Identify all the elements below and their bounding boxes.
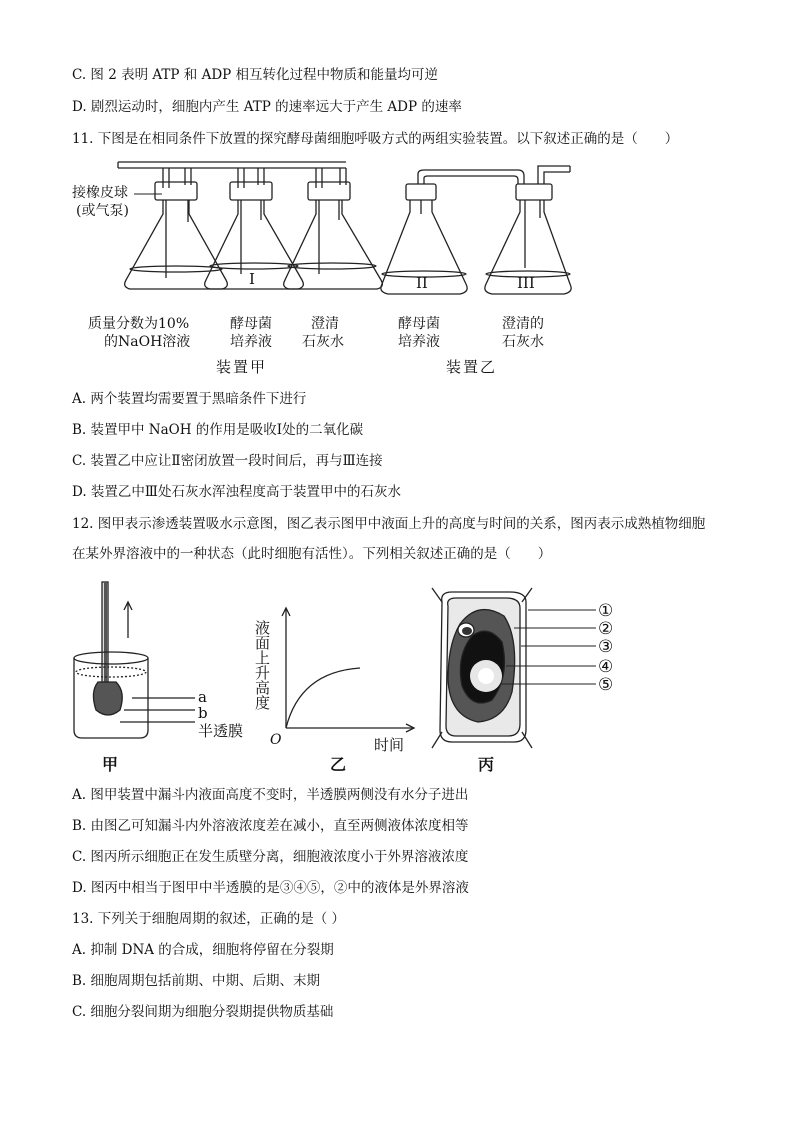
device-yi-label: 装置乙 bbox=[446, 358, 498, 376]
label-yi: 乙 bbox=[330, 755, 347, 774]
naoh-label-2: 的NaOH溶液 bbox=[104, 334, 191, 350]
q11-option-c: C. 装置乙中应让Ⅱ密闭放置一段时间后，再与Ⅲ连接 bbox=[72, 453, 383, 469]
marker-5: ⑤ bbox=[598, 675, 614, 695]
lime-label-2: 石灰水 bbox=[302, 334, 344, 350]
device-jia-label: 装置甲 bbox=[216, 358, 268, 376]
yaxis-label: 液面上升高度 bbox=[253, 620, 271, 710]
q12-stem-line1: 12. 图甲表示渗透装置吸水示意图，图乙表示图甲中液面上升的高度与时间的关系，图丙表示成熟植物细胞 bbox=[72, 516, 706, 532]
lime2-label-1: 澄清的 bbox=[502, 316, 544, 332]
q12-stem-line2: 在某外界溶液中的一种状态（此时细胞有活性）。下列相关叙述正确的是（ ） bbox=[72, 546, 552, 562]
origin-label: O bbox=[270, 732, 282, 748]
pump-label-2: (或气泵) bbox=[76, 203, 129, 219]
label-bing: 丙 bbox=[478, 755, 495, 774]
q11-option-a: A. 两个装置均需要置于黑暗条件下进行 bbox=[72, 391, 307, 407]
q11-apparatus-figure bbox=[70, 152, 590, 382]
label-a: a bbox=[198, 688, 207, 706]
plant-cell bbox=[432, 588, 532, 748]
q10-option-c: C. 图 2 表明 ATP 和 ADP 相互转化过程中物质和能量均可逆 bbox=[72, 67, 439, 83]
q12-figure bbox=[60, 580, 640, 780]
label-b: b bbox=[198, 704, 208, 722]
q13-stem: 13. 下列关于细胞周期的叙述，正确的是（ ） bbox=[72, 911, 346, 927]
tube-jia-main bbox=[118, 162, 346, 168]
q11-option-d: D. 装置乙中Ⅲ处石灰水浑浊程度高于装置甲中的石灰水 bbox=[72, 484, 401, 500]
flask-naoh bbox=[125, 182, 228, 289]
roman-3: III bbox=[517, 274, 535, 292]
rise-curve-graph bbox=[282, 608, 414, 732]
naoh-label-1: 质量分数为10% bbox=[88, 316, 190, 332]
roman-1: I bbox=[249, 270, 255, 288]
label-membrane: 半透膜 bbox=[198, 722, 244, 740]
q13-option-c: C. 细胞分裂间期为细胞分裂期提供物质基础 bbox=[72, 1004, 334, 1020]
q10-option-d: D. 剧烈运动时，细胞内产生 ATP 的速率远大于产生 ADP 的速率 bbox=[72, 99, 462, 115]
marker-2: ② bbox=[598, 619, 614, 639]
marker-1: ① bbox=[598, 601, 614, 621]
xaxis-label: 时间 bbox=[374, 736, 405, 754]
yeast2-label-1: 酵母菌 bbox=[398, 316, 440, 332]
yeast2-label-2: 培养液 bbox=[398, 334, 440, 350]
label-jia: 甲 bbox=[102, 755, 119, 774]
osmosis-apparatus bbox=[74, 582, 195, 738]
pump-label-1: 接橡皮球 bbox=[72, 185, 128, 201]
marker-4: ④ bbox=[598, 657, 614, 677]
lime-label-1: 澄清 bbox=[311, 316, 339, 332]
curve-line bbox=[286, 668, 360, 728]
q12-option-c: C. 图丙所示细胞正在发生质壁分离，细胞液浓度小于外界溶液浓度 bbox=[72, 849, 469, 865]
q11-option-b: B. 装置甲中 NaOH 的作用是吸收Ⅰ处的二氧化碳 bbox=[72, 422, 364, 438]
q12-option-b: B. 由图乙可知漏斗内外溶液浓度差在减小，直至两侧液体浓度相等 bbox=[72, 818, 469, 834]
q12-option-a: A. 图甲装置中漏斗内液面高度不变时，半透膜两侧没有水分子进出 bbox=[72, 787, 469, 803]
q13-option-a: A. 抑制 DNA 的合成，细胞将停留在分裂期 bbox=[72, 942, 334, 958]
q12-option-d: D. 图丙中相当于图甲中半透膜的是③④⑤，②中的液体是外界溶液 bbox=[72, 880, 469, 896]
q13-option-b: B. 细胞周期包括前期、中期、后期、末期 bbox=[72, 973, 321, 989]
marker-3: ③ bbox=[598, 637, 614, 657]
yeast-label-1: 酵母菌 bbox=[230, 316, 272, 332]
roman-2: II bbox=[416, 274, 428, 292]
lime2-label-2: 石灰水 bbox=[502, 334, 544, 350]
yeast-label-2: 培养液 bbox=[230, 334, 272, 350]
q11-stem: 11. 下图是在相同条件下放置的探究酵母菌细胞呼吸方式的两组实验装置。以下叙述正确的是（ ） bbox=[72, 131, 679, 147]
